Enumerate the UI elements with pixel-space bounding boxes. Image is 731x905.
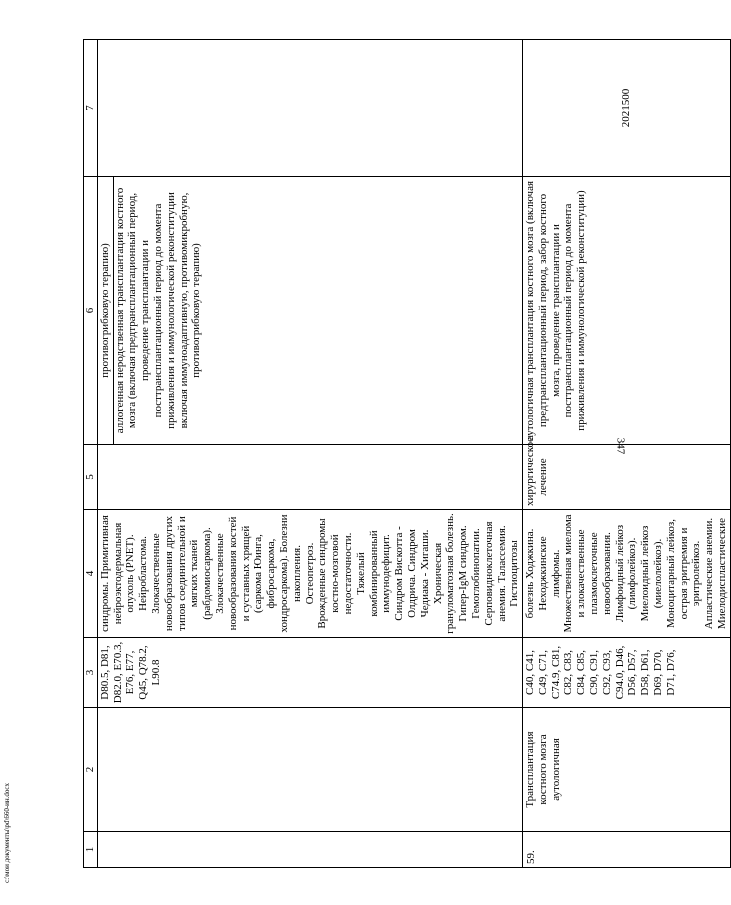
column-number: 1 — [84, 832, 98, 868]
row-number-cell — [97, 832, 522, 868]
method-text: противогрибковую терапию) — [98, 177, 114, 444]
column-number: 4 — [84, 510, 98, 638]
codes-cell: D80.5, D81, D82.0, E70.3, E76, E77, Q45, Q78.2, L90.8 — [97, 638, 522, 708]
column-number: 5 — [84, 445, 98, 510]
codes-cell: C40, C41, C49, C71, C74.9, C81, C82, C83, C84, C85, C90, C91, C92, C93, C94.0, D46, D56, D57, D58, D61, D69, D70, D71, D76, — [523, 638, 731, 708]
treatment-cell: хирургическое лечение — [523, 445, 731, 510]
footer-file-path: c:\мои документы\pd\660-ин.docx — [3, 783, 11, 883]
table-row-continued — [97, 40, 522, 868]
method-text: аллогенная неродственная трансплантация костного мозга (включая предтрансплантационный период, проведение трансплантации и посттрансплантационный период до момента приживления и иммунологической реконституции включая иммуноадаптивную, противомикробную, противогрибковую терапию) — [113, 187, 203, 434]
method-cell — [97, 177, 522, 445]
column-number: 6 — [84, 177, 98, 445]
medical-care-table — [83, 39, 731, 868]
name-cell: Трансплантация костного мозга аутологичная — [523, 708, 731, 832]
column-number: 2 — [84, 708, 98, 832]
amount-cell: 2021500 — [523, 40, 731, 177]
treatment-cell — [97, 445, 522, 510]
column-number: 3 — [84, 638, 98, 708]
row-number-cell: 59. — [523, 832, 731, 868]
column-number: 7 — [84, 40, 98, 177]
name-cell — [97, 708, 522, 832]
column-number-row — [84, 40, 98, 868]
diagnosis-cell: болезнь Ходжкина. Неходжкинские лимфомы. Множественная миелома и злокачественные плазмоклеточные новообразования. Лимфоидный лейкоз (лимфолейкоз). Миелоидный лейкоз (миелолейкоз). Моноцитарный лейкоз, острая эритремия и эритролейкоз. Апластические анемии. Миелодиспластические — [523, 510, 731, 638]
table-row-59 — [523, 40, 731, 868]
method-cell: аутологичная трансплантация костного мозга (включая предтрансплантационный период, забор костного мозга, проведение трансплантации и посттрансплантационный период до момента приживления и иммунологической реконституции) — [523, 177, 731, 445]
page-number: 347 — [613, 437, 626, 455]
diagnosis-cell: синдромы. Примитивная нейроэктодермальная опухоль (PNET). Нейробластома. Злокачественные новообразования других типов соединительной и мягких тканей (рабдомиосаркома). Злокачественные новообразования костей и суставных хрящей (саркома Юинга, фибросаркома, хондросаркома). Болезни накопления. Остеопетроз. Врожденные синдромы костно-мозговой недостаточности. Тяжелый комбинированный иммунодефицит. Синдром Вискотта - Олдрича. Синдром Чедиака - Хигаши. Хроническая грануломатозная болезнь. Гипер-IgM синдром. Гемоглобинопатии. Серповидноклеточная анемия. Талассемия. Гистиоцитозы — [97, 510, 522, 638]
amount-cell — [97, 40, 522, 177]
